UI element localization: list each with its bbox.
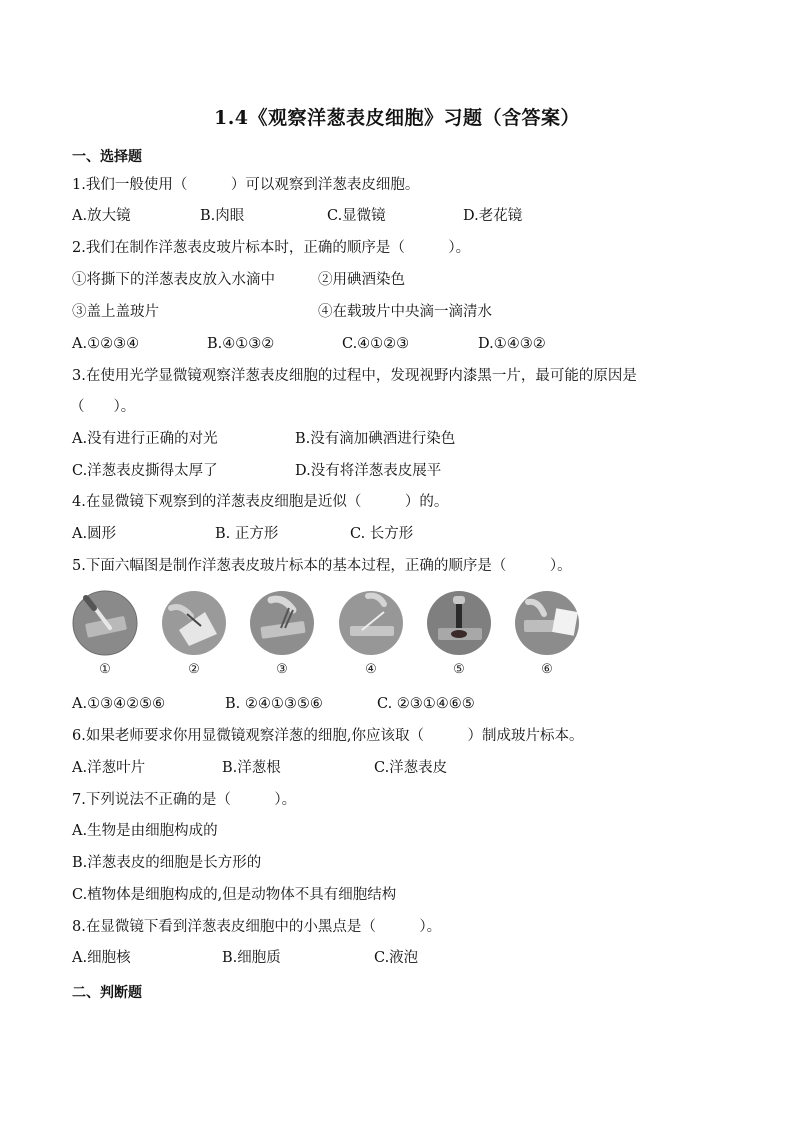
q2-option-a: A.①②③④ (72, 336, 140, 352)
blotting-paper-photo-icon (514, 590, 580, 656)
dropper-photo-icon (72, 590, 138, 656)
q3-option-b: B.没有滴加碘酒进行染色 (295, 431, 456, 447)
q5-figure-2-label: ② (188, 662, 200, 677)
q2-option-c: C.④①②③ (342, 336, 410, 352)
q7-option-c: C.植物体是细胞构成的,但是动物体不具有细胞结构 (72, 887, 397, 903)
q6-option-b: B.洋葱根 (222, 760, 281, 776)
q7-option-b: B.洋葱表皮的细胞是长方形的 (72, 855, 262, 871)
q6-stem: 6.如果老师要求你用显微镜观察洋葱的细胞,你应该取（ ）制成玻片标本。 (72, 728, 584, 744)
q4-option-c: C. 长方形 (350, 526, 414, 542)
q6-option-c: C.洋葱表皮 (374, 760, 448, 776)
q1-stem: 1.我们一般使用（ ）可以观察到洋葱表皮细胞。 (72, 177, 420, 193)
page-title: 1.4《观察洋葱表皮细胞》习题（含答案） (213, 107, 581, 129)
q5-figure-4 (338, 590, 404, 677)
q2-step-1: ①将撕下的洋葱表皮放入水滴中 (72, 272, 275, 288)
q1-option-a: A.放大镜 (72, 208, 131, 224)
q5-option-c: C. ②③①④⑥⑤ (377, 696, 475, 712)
q2-step-2: ②用碘酒染色 (318, 272, 405, 288)
q3-option-c: C.洋葱表皮撕得太厚了 (72, 463, 218, 479)
q2-step-4: ④在载玻片中央滴一滴清水 (318, 304, 492, 320)
q5-figure-6-label: ⑥ (541, 662, 553, 677)
q5-stem: 5.下面六幅图是制作洋葱表皮玻片标本的基本过程，正确的顺序是（ ）。 (72, 558, 572, 574)
q8-stem: 8.在显微镜下看到洋葱表皮细胞中的小黑点是（ ）。 (72, 919, 442, 935)
q4-stem: 4.在显微镜下观察到的洋葱表皮细胞是近似（ ）的。 (72, 494, 449, 510)
q2-option-b: B.④①③② (207, 336, 275, 352)
q2-option-d: D.①④③② (478, 336, 546, 352)
q5-figure-strip (70, 590, 590, 685)
q6-option-a: A.洋葱叶片 (72, 760, 146, 776)
q2-step-3: ③盖上盖玻片 (72, 304, 159, 320)
q5-figure-5-label: ⑤ (453, 662, 465, 677)
section-judge-heading: 二、判断题 (72, 985, 142, 1001)
q5-figure-5 (426, 590, 492, 677)
q1-option-c: C.显微镜 (327, 208, 386, 224)
q4-option-a: A.圆形 (72, 526, 117, 542)
q3-option-d: D.没有将洋葱表皮展平 (295, 463, 442, 479)
q5-figure-4-label: ④ (365, 662, 377, 677)
q5-figure-1 (72, 590, 138, 677)
q1-option-b: B.肉眼 (200, 208, 245, 224)
q3-option-a: A.没有进行正确的对光 (72, 431, 218, 447)
q5-figure-2 (161, 590, 227, 677)
q3-stem-line1: 3.在使用光学显微镜观察洋葱表皮细胞的过程中，发现视野内漆黑一片，最可能的原因是 (72, 368, 637, 384)
tearing-skin-photo-icon (161, 590, 227, 656)
q8-option-a: A.细胞核 (72, 950, 131, 966)
q5-figure-1-label: ① (99, 662, 111, 677)
section-choice-heading: 一、选择题 (72, 149, 142, 165)
iodine-dropper-photo-icon (426, 590, 492, 656)
q7-option-a: A.生物是由细胞构成的 (72, 823, 218, 839)
q1-option-d: D.老花镜 (463, 208, 523, 224)
tweezers-photo-icon (249, 590, 315, 656)
q5-figure-6 (514, 590, 580, 677)
q8-option-b: B.细胞质 (222, 950, 281, 966)
q4-option-b: B. 正方形 (215, 526, 279, 542)
q5-option-b: B. ②④①③⑤⑥ (225, 696, 323, 712)
q5-option-a: A.①③④②⑤⑥ (72, 696, 166, 712)
q3-stem-line2: （ ）。 (70, 399, 136, 415)
q5-figure-3 (249, 590, 315, 677)
cover-slip-photo-icon (338, 590, 404, 656)
q5-figure-3-label: ③ (276, 662, 288, 677)
q8-option-c: C.液泡 (374, 950, 419, 966)
q2-stem: 2.我们在制作洋葱表皮玻片标本时，正确的顺序是（ ）。 (72, 240, 471, 256)
q7-stem: 7.下列说法不正确的是（ ）。 (72, 792, 297, 808)
